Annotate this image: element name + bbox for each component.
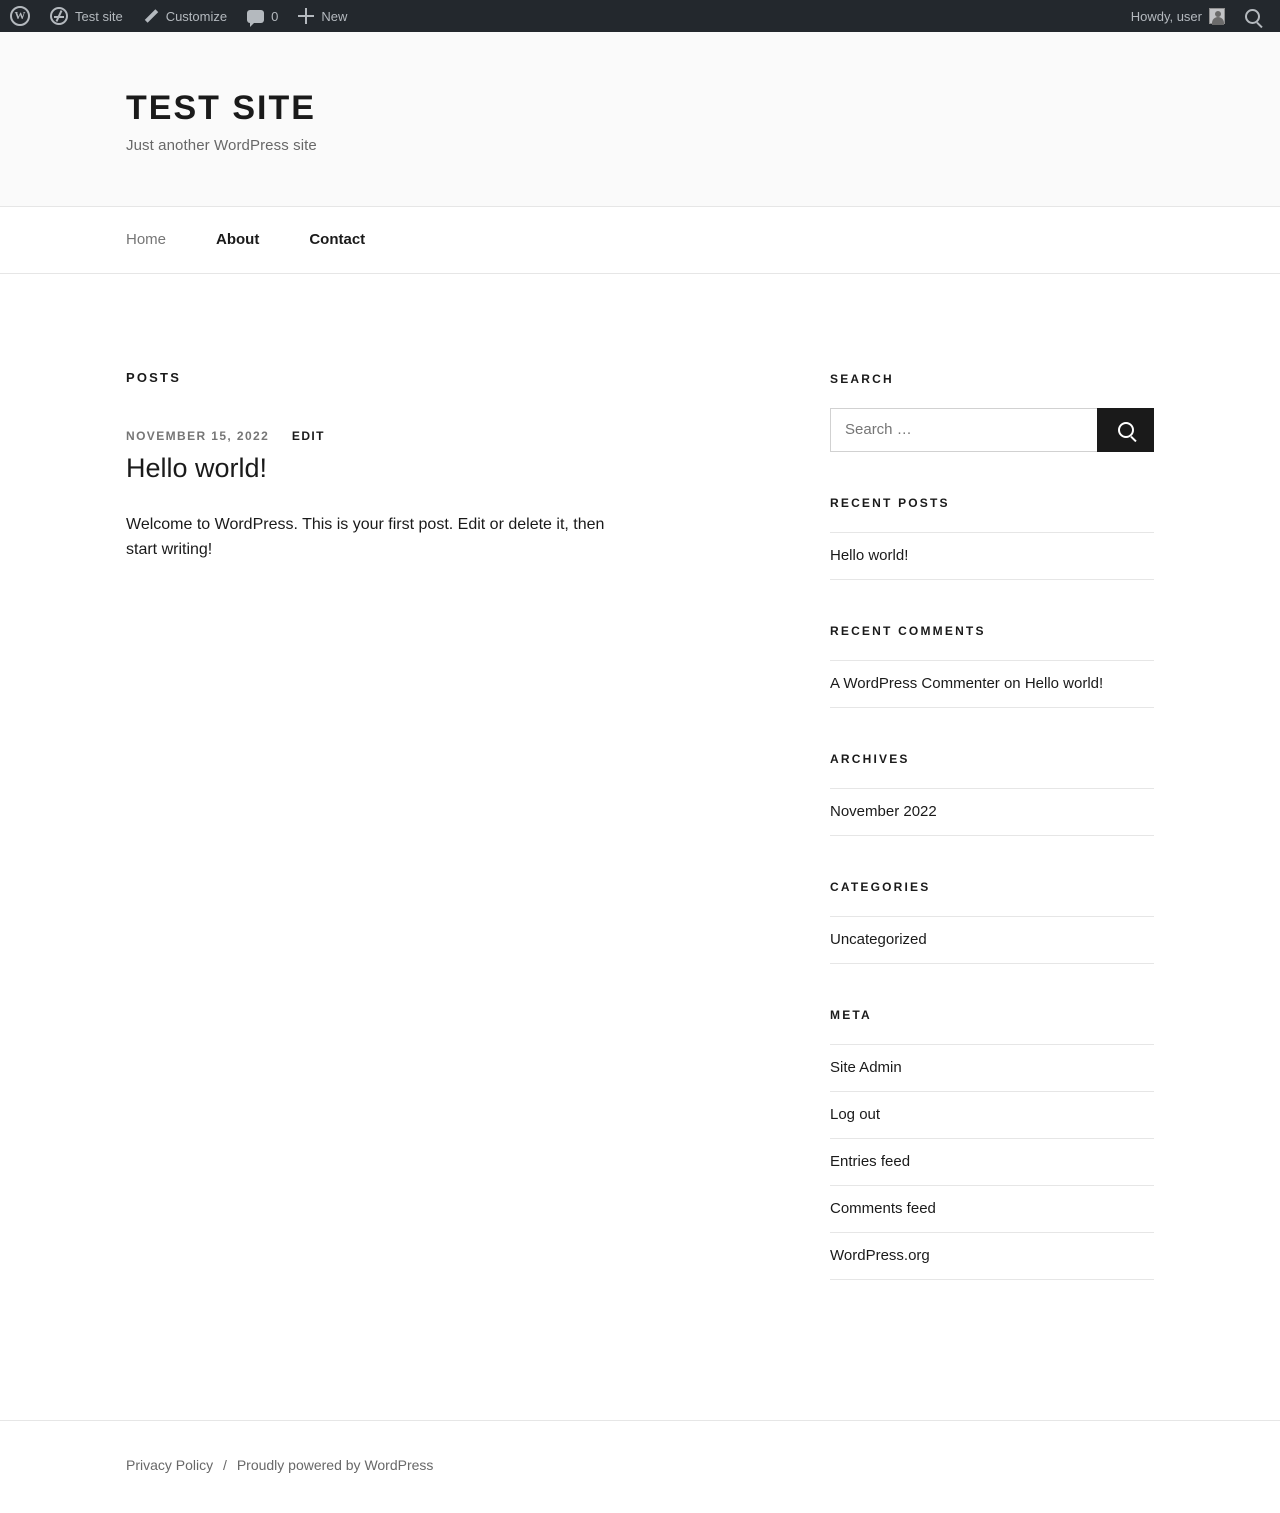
search-submit-button[interactable] [1097, 408, 1154, 452]
new-label: New [321, 8, 348, 24]
recent-post-link[interactable]: Hello world! [830, 546, 909, 564]
comments-link[interactable] [237, 0, 288, 32]
list-item [830, 1139, 1154, 1186]
post-date[interactable]: NOVEMBER 15, 2022 [126, 428, 270, 443]
widget-search [830, 372, 1154, 452]
list-item [830, 1233, 1154, 1280]
wordpress-credit-link[interactable]: Proudly powered by WordPress [236, 1456, 434, 1473]
my-account-menu[interactable] [1121, 0, 1235, 32]
post-edit-link[interactable]: EDIT [291, 428, 325, 443]
sidebar [830, 370, 1154, 1324]
nav-item-about[interactable]: About [216, 231, 260, 249]
categories-list [830, 916, 1154, 964]
widget-title-recent-posts: RECENT POSTS [830, 495, 950, 510]
comments-count: 0 [271, 8, 279, 24]
archive-link[interactable]: November 2022 [830, 802, 937, 820]
adminbar-search-toggle[interactable] [1235, 0, 1270, 32]
widget-title-categories: CATEGORIES [830, 879, 931, 894]
list-item [830, 660, 1154, 708]
post-excerpt: Welcome to WordPress. This is your first post. Edit or delete it, then start writing! [126, 515, 605, 559]
widget-title-archives: ARCHIVES [830, 751, 910, 766]
customize-label: Customize [165, 8, 228, 24]
comment-connector: on [999, 674, 1025, 692]
widget-categories [830, 880, 1154, 964]
nav-list [126, 207, 1154, 273]
site-branding [94, 88, 1186, 154]
footer-separator: / [223, 1456, 227, 1473]
wordpress-logo-icon: W [10, 6, 30, 26]
post-article [126, 429, 722, 563]
meta-list [830, 1044, 1154, 1280]
main-content [126, 370, 722, 563]
nav-item-home[interactable]: Home [126, 231, 167, 249]
widget-title-search: SEARCH [830, 371, 894, 386]
nav-item-contact[interactable]: Contact [309, 231, 366, 249]
page-title[interactable]: TEST SITE [126, 89, 316, 127]
primary-navigation [0, 207, 1280, 274]
widget-meta [830, 1008, 1154, 1280]
list-item [830, 532, 1154, 580]
list-item [830, 1092, 1154, 1139]
meta-link-wordpress-org[interactable]: WordPress.org [830, 1246, 930, 1264]
footer-inner [94, 1457, 1186, 1473]
list-item [830, 1044, 1154, 1092]
meta-link-log-out[interactable]: Log out [830, 1105, 881, 1123]
post-title[interactable]: Hello world! [126, 452, 268, 483]
customize-link[interactable] [133, 0, 237, 32]
new-content-menu[interactable] [288, 0, 357, 32]
comment-author[interactable]: A WordPress Commenter [830, 674, 1000, 692]
site-name-label: Test site [75, 8, 123, 24]
category-link[interactable]: Uncategorized [830, 930, 927, 948]
meta-link-comments-feed[interactable]: Comments feed [830, 1199, 936, 1217]
site-description: Just another WordPress site [126, 136, 317, 154]
widget-archives [830, 752, 1154, 836]
site-name-menu[interactable] [40, 0, 133, 32]
search-icon [1245, 9, 1260, 24]
howdy-label: Howdy, user [1130, 8, 1202, 24]
widget-recent-comments [830, 624, 1154, 708]
avatar [1209, 8, 1225, 24]
house-icon [50, 7, 68, 25]
meta-link-site-admin[interactable]: Site Admin [830, 1058, 902, 1076]
wp-logo-menu[interactable] [0, 0, 40, 32]
nav-wrap [94, 207, 1186, 273]
comment-bubble-icon [247, 10, 264, 23]
site-header [0, 32, 1280, 207]
list-item [830, 788, 1154, 836]
widget-recent-posts [830, 496, 1154, 580]
search-input[interactable] [830, 408, 1097, 452]
admin-bar [0, 0, 1280, 32]
list-item [830, 916, 1154, 964]
archives-list [830, 788, 1154, 836]
search-form [830, 408, 1154, 452]
plus-icon [298, 8, 314, 24]
admin-bar-left [0, 0, 357, 32]
list-item [830, 1186, 1154, 1233]
meta-link-entries-feed[interactable]: Entries feed [830, 1152, 911, 1170]
pencil-icon [143, 8, 159, 24]
recent-posts-list [830, 532, 1154, 580]
search-icon [1118, 422, 1134, 438]
post-meta [126, 429, 722, 443]
posts-section-label: POSTS [126, 369, 182, 385]
recent-comments-list [830, 660, 1154, 708]
widget-title-recent-comments: RECENT COMMENTS [830, 623, 986, 638]
widget-title-meta: META [830, 1007, 872, 1022]
privacy-policy-link[interactable]: Privacy Policy [126, 1456, 214, 1473]
content-area [94, 274, 1186, 1324]
admin-bar-right [1121, 0, 1270, 32]
comment-post-link[interactable]: Hello world! [1024, 674, 1104, 692]
site-footer [0, 1420, 1280, 1513]
